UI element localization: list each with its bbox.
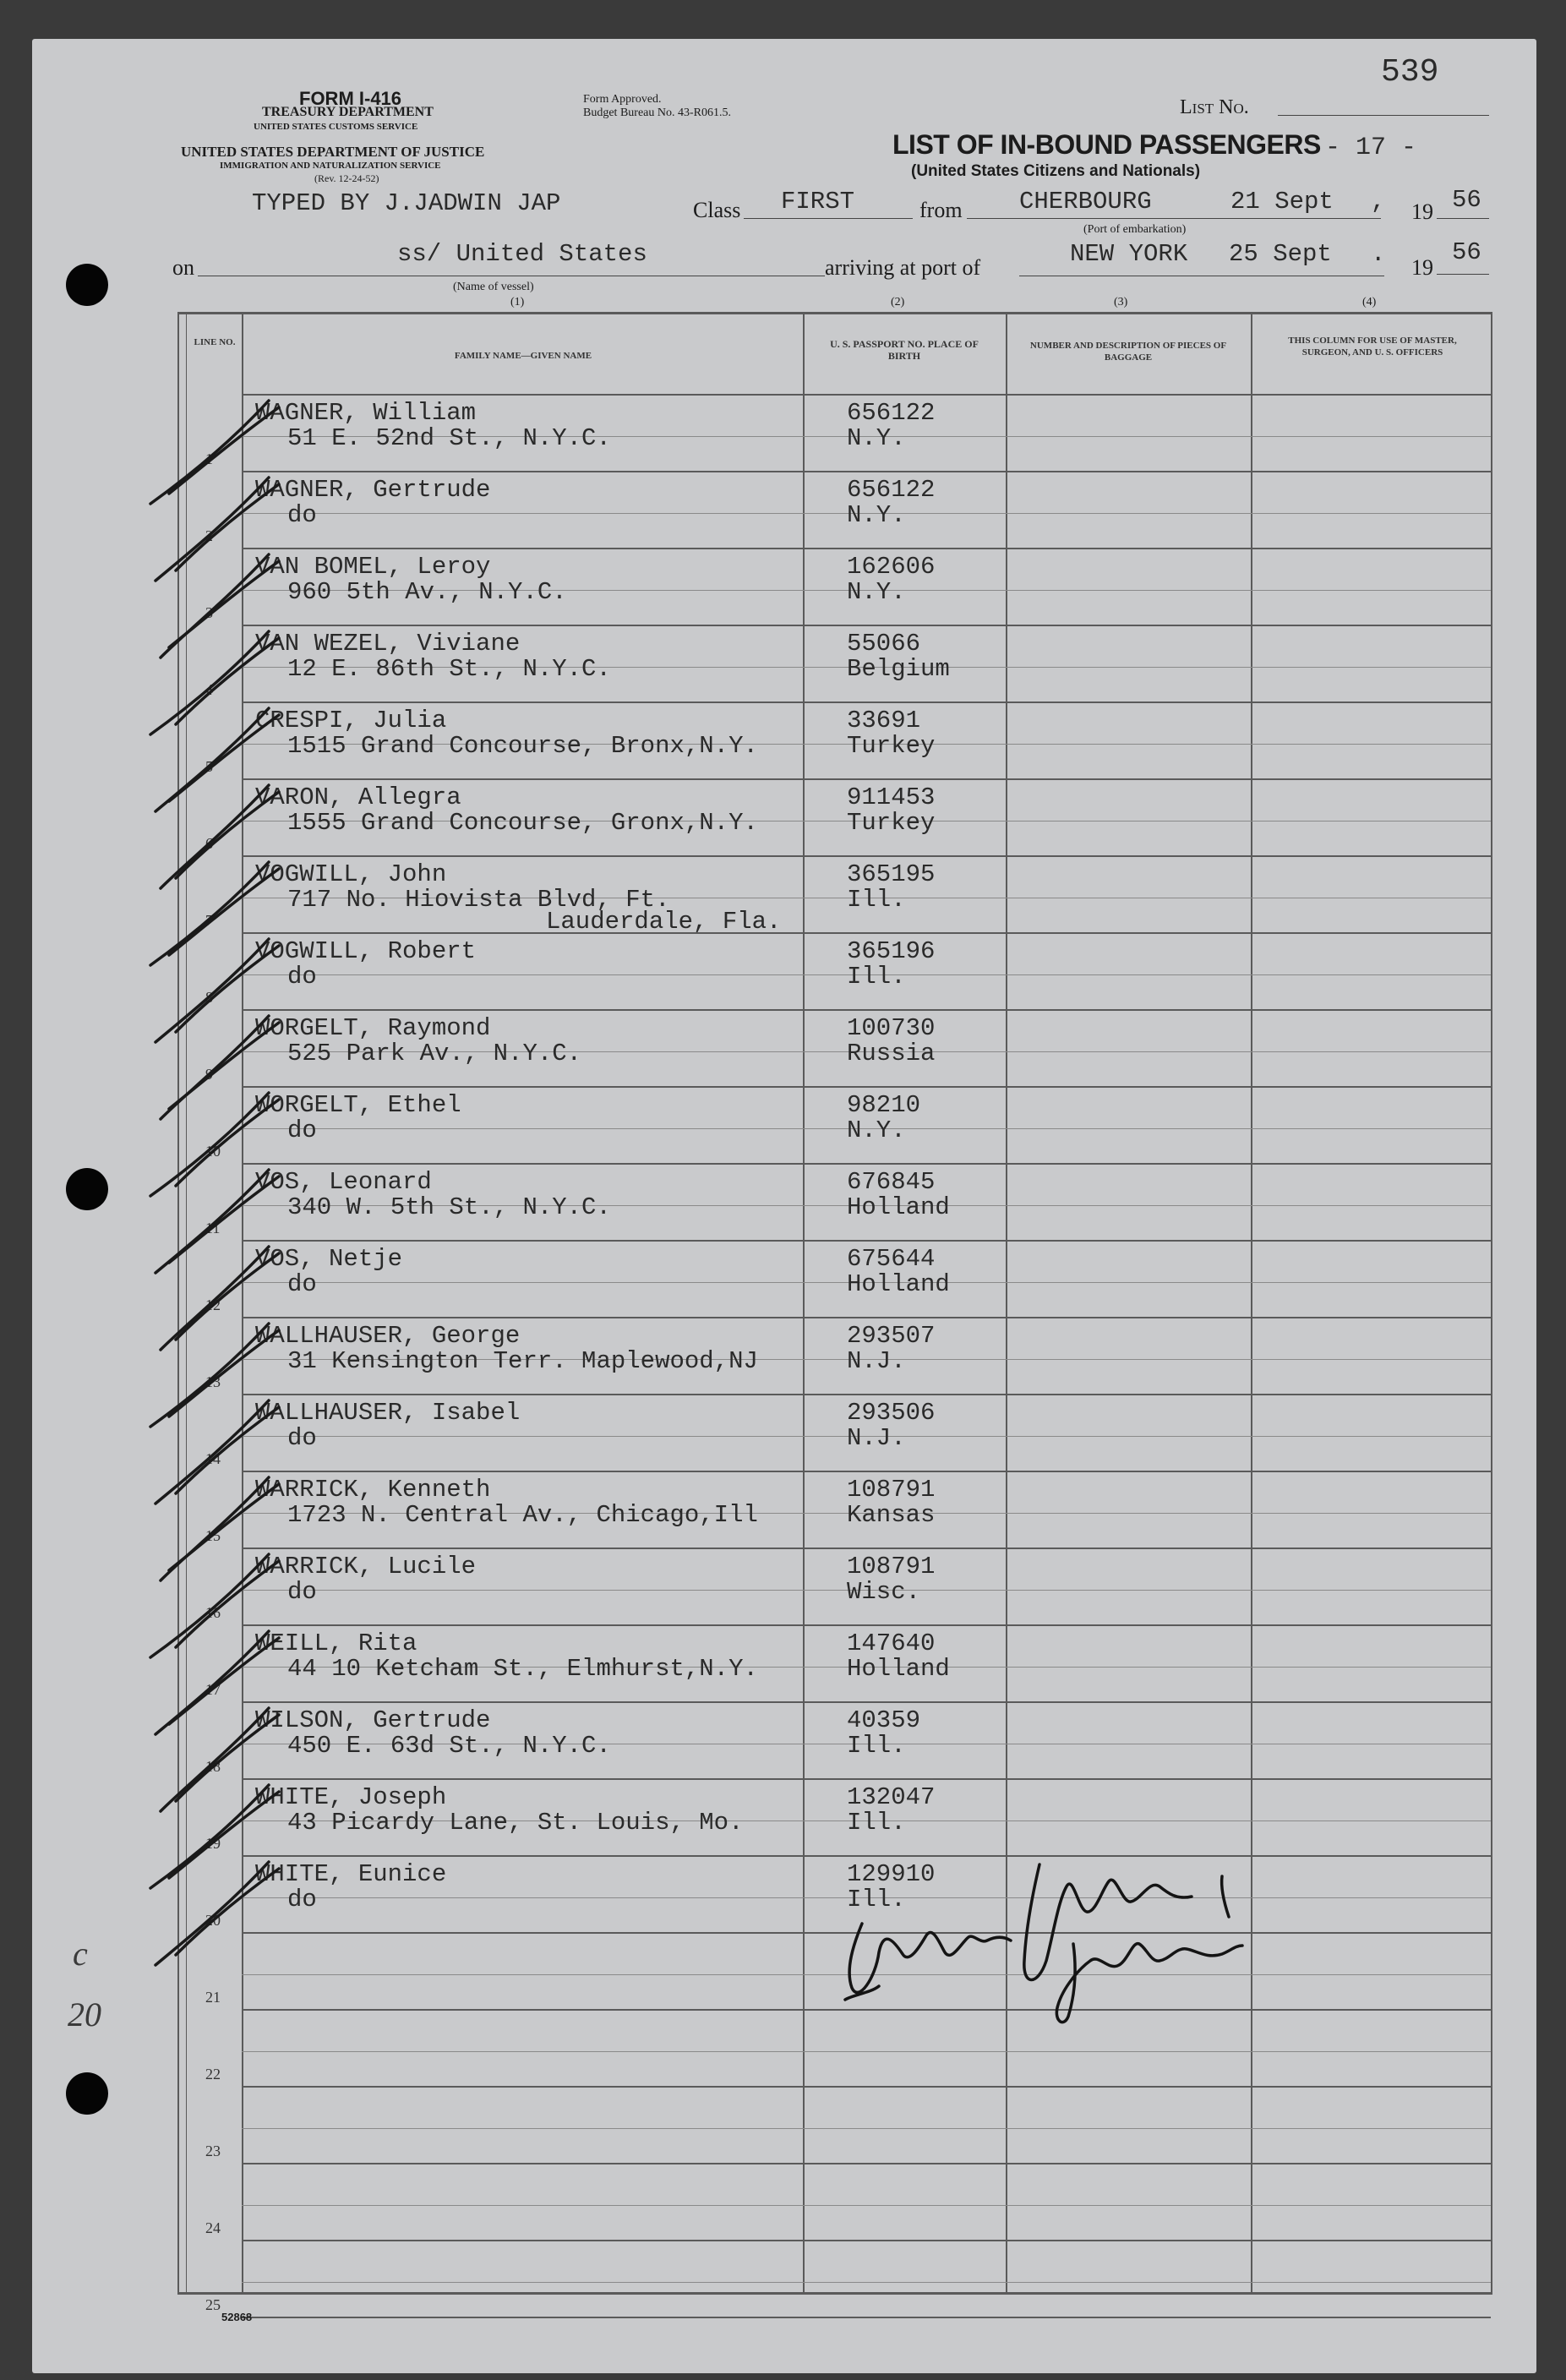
passport-number: 675644 [847,1245,936,1273]
form-title: LIST OF IN-BOUND PASSENGERS [892,129,1321,160]
line-number: 21 [205,1989,221,2006]
passenger-address: 960 5th Av., N.Y.C. [287,578,567,606]
passenger-address-cont: Lauderdale, Fla. [546,908,782,936]
list-no-label: List No. [1180,96,1249,118]
col-number-4: (4) [1362,296,1377,308]
passport-number: 293507 [847,1322,936,1350]
passport-number: 132047 [847,1783,936,1811]
birthplace: Belgium [847,655,950,683]
form-sheet [32,39,1536,2373]
birthplace: Holland [847,1655,950,1683]
col-header-name: FAMILY NAME—GIVEN NAME [454,351,592,361]
line-number: 11 [205,1220,221,1236]
passenger-name: CRESPI, Julia [255,707,447,734]
line-number: 25 [205,2296,221,2313]
form-code: 52868 [221,2311,253,2323]
passport-number: 55066 [847,630,921,658]
passenger-name: WORGELT, Ethel [255,1091,461,1119]
vessel-name: ss/ United States [397,240,647,268]
birthplace: Russia [847,1040,936,1067]
ins-service: IMMIGRATION AND NATURALIZATION SERVICE [220,161,441,171]
passenger-name: VOS, Netje [255,1245,403,1273]
punch-hole [66,1168,108,1210]
line-number: 1 [205,450,213,467]
form-subtitle: (United States Citizens and Nationals) [911,162,1201,180]
line-number: 9 [205,1066,213,1083]
line-number: 16 [205,1604,221,1621]
passenger-address: do [287,1886,317,1913]
punch-hole [66,2072,108,2115]
depart-year-prefix: 19 [1411,199,1433,224]
birthplace: N.J. [847,1424,906,1452]
birthplace: N.Y. [847,578,906,606]
passenger-name: VARON, Allegra [255,783,461,811]
passenger-name: WALLHAUSER, George [255,1322,521,1350]
justice-dept: UNITED STATES DEPARTMENT OF JUSTICE [181,144,485,160]
line-number: 18 [205,1758,221,1775]
birthplace: Holland [847,1193,950,1221]
birthplace: N.Y. [847,501,906,529]
punch-hole [66,264,108,306]
birthplace: Turkey [847,732,936,760]
birthplace: Ill. [847,886,906,914]
birthplace: Kansas [847,1501,936,1529]
passenger-address: 43 Picardy Lane, St. Louis, Mo. [287,1809,744,1837]
passport-number: 98210 [847,1091,921,1119]
passenger-address: do [287,501,317,529]
line-number: 6 [205,835,213,852]
col-number-2: (2) [891,296,905,308]
passenger-name: WAGNER, William [255,399,477,427]
passenger-address: 1555 Grand Concourse, Gronx,N.Y. [287,809,758,837]
line-number: 24 [205,2219,221,2236]
customs-service: UNITED STATES CUSTOMS SERVICE [254,122,418,132]
passport-number: 147640 [847,1629,936,1657]
passenger-address: 12 E. 86th St., N.Y.C. [287,655,611,683]
form-revision: (Rev. 12-24-52) [314,172,379,184]
passenger-address: do [287,1424,317,1452]
vessel-label: (Name of vessel) [453,281,534,293]
on-label: on [172,255,194,280]
line-number: 13 [205,1373,221,1390]
passport-number: 129910 [847,1860,936,1888]
line-number: 8 [205,989,213,1006]
birthplace: Ill. [847,963,906,991]
budget-bureau: Budget Bureau No. 43-R061.5. [583,106,731,119]
passenger-address: 340 W. 5th St., N.Y.C. [287,1193,611,1221]
passenger-address: 31 Kensington Terr. Maplewood,NJ [287,1347,758,1375]
birthplace: N.J. [847,1347,906,1375]
port-embark-label: (Port of embarkation) [1083,223,1187,236]
line-number: 12 [205,1296,221,1313]
col-number-3: (3) [1114,296,1128,308]
line-number: 17 [205,1681,221,1698]
line-number: 22 [205,2066,221,2082]
col-header-line: LINE NO. [194,337,236,347]
passport-number: 365195 [847,860,936,888]
passenger-address: do [287,1270,317,1298]
passport-number: 365196 [847,937,936,965]
form-approved: Form Approved. [583,93,662,106]
passenger-address: 1723 N. Central Av., Chicago,Ill [287,1501,758,1529]
margin-note-number: 20 [68,1995,101,2033]
passenger-name: VAN WEZEL, Viviane [255,630,521,658]
passenger-address: 1515 Grand Concourse, Bronx,N.Y. [287,732,758,760]
depart-year: 56 [1452,186,1481,214]
arriving-label: arriving at port of [825,255,981,280]
passenger-name: WEILL, Rita [255,1629,417,1657]
passenger-address: 450 E. 63d St., N.Y.C. [287,1732,611,1760]
passenger-address: 44 10 Ketcham St., Elmhurst,N.Y. [287,1655,758,1683]
sheet-number: - 17 - [1325,134,1417,162]
arrival-year-prefix: 19 [1411,255,1433,280]
passenger-address: do [287,963,317,991]
passenger-name: WILSON, Gertrude [255,1706,491,1734]
passenger-address: 525 Park Av., N.Y.C. [287,1040,582,1067]
line-number: 23 [205,2143,221,2159]
passenger-name: VOS, Leonard [255,1168,432,1196]
passport-number: 108791 [847,1476,936,1504]
line-number: 5 [205,758,213,775]
passport-number: 676845 [847,1168,936,1196]
arrival-year: 56 [1452,238,1481,266]
passport-number: 911453 [847,783,936,811]
passenger-address: do [287,1578,317,1606]
line-number: 10 [205,1143,221,1160]
birthplace: Ill. [847,1886,906,1913]
birthplace: Ill. [847,1809,906,1837]
col-number-1: (1) [510,296,525,308]
page-number: 539 [1381,54,1439,90]
col-header-baggage: NUMBER AND DESCRIPTION OF PIECES OF BAGGAGE [1029,341,1227,363]
line-number: 14 [205,1450,221,1467]
form-number: FORM I-416 [299,88,402,109]
passport-number: 656122 [847,476,936,504]
passport-number: 108791 [847,1553,936,1580]
passenger-address: 717 No. Hiovista Blvd, Ft. [287,886,670,914]
passport-number: 100730 [847,1014,936,1042]
birthplace: Ill. [847,1732,906,1760]
arrival-date: 25 Sept [1229,240,1332,268]
passport-number: 33691 [847,707,921,734]
line-number: 15 [205,1527,221,1544]
passenger-name: WARRICK, Lucile [255,1553,477,1580]
embark-port: CHERBOURG [1019,188,1152,216]
line-number: 2 [205,527,213,544]
passport-number: 162606 [847,553,936,581]
birthplace: Wisc. [847,1578,921,1606]
treasury-dept: TREASURY DEPARTMENT [262,105,434,119]
birthplace: Holland [847,1270,950,1298]
depart-date: 21 Sept [1230,188,1334,216]
passenger-name: VAN BOMEL, Leroy [255,553,491,581]
passenger-name: VOGWILL, Robert [255,937,477,965]
passenger-name: WHITE, Joseph [255,1783,447,1811]
passenger-name: WARRICK, Kenneth [255,1476,491,1504]
line-number: 4 [205,681,213,698]
passenger-name: WAGNER, Gertrude [255,476,491,504]
line-number: 3 [205,604,213,621]
col-header-passport: U. S. PASSPORT NO. PLACE OF BIRTH [830,338,979,362]
line-number: 20 [205,1912,221,1929]
line-number: 19 [205,1835,221,1852]
passenger-address: 51 E. 52nd St., N.Y.C. [287,424,611,452]
birthplace: N.Y. [847,1116,906,1144]
passport-number: 40359 [847,1706,921,1734]
passenger-address: do [287,1116,317,1144]
class-label: Class [693,198,741,222]
passenger-name: WALLHAUSER, Isabel [255,1399,521,1427]
passenger-name: WHITE, Eunice [255,1860,447,1888]
margin-note-c: c [73,1935,88,1973]
passport-number: 656122 [847,399,936,427]
passenger-name: WORGELT, Raymond [255,1014,491,1042]
passenger-name: VOGWILL, John [255,860,447,888]
arrival-port: NEW YORK [1070,240,1188,268]
birthplace: N.Y. [847,424,906,452]
line-number: 7 [205,912,213,929]
from-label: from [919,198,963,222]
typed-by: TYPED BY J.JADWIN JAP [252,189,561,217]
class-value: FIRST [781,188,855,216]
passport-number: 293506 [847,1399,936,1427]
birthplace: Turkey [847,809,936,837]
col-header-officers: THIS COLUMN FOR USE OF MASTER, SURGEON, AND U. S. OFFICERS [1288,336,1457,358]
